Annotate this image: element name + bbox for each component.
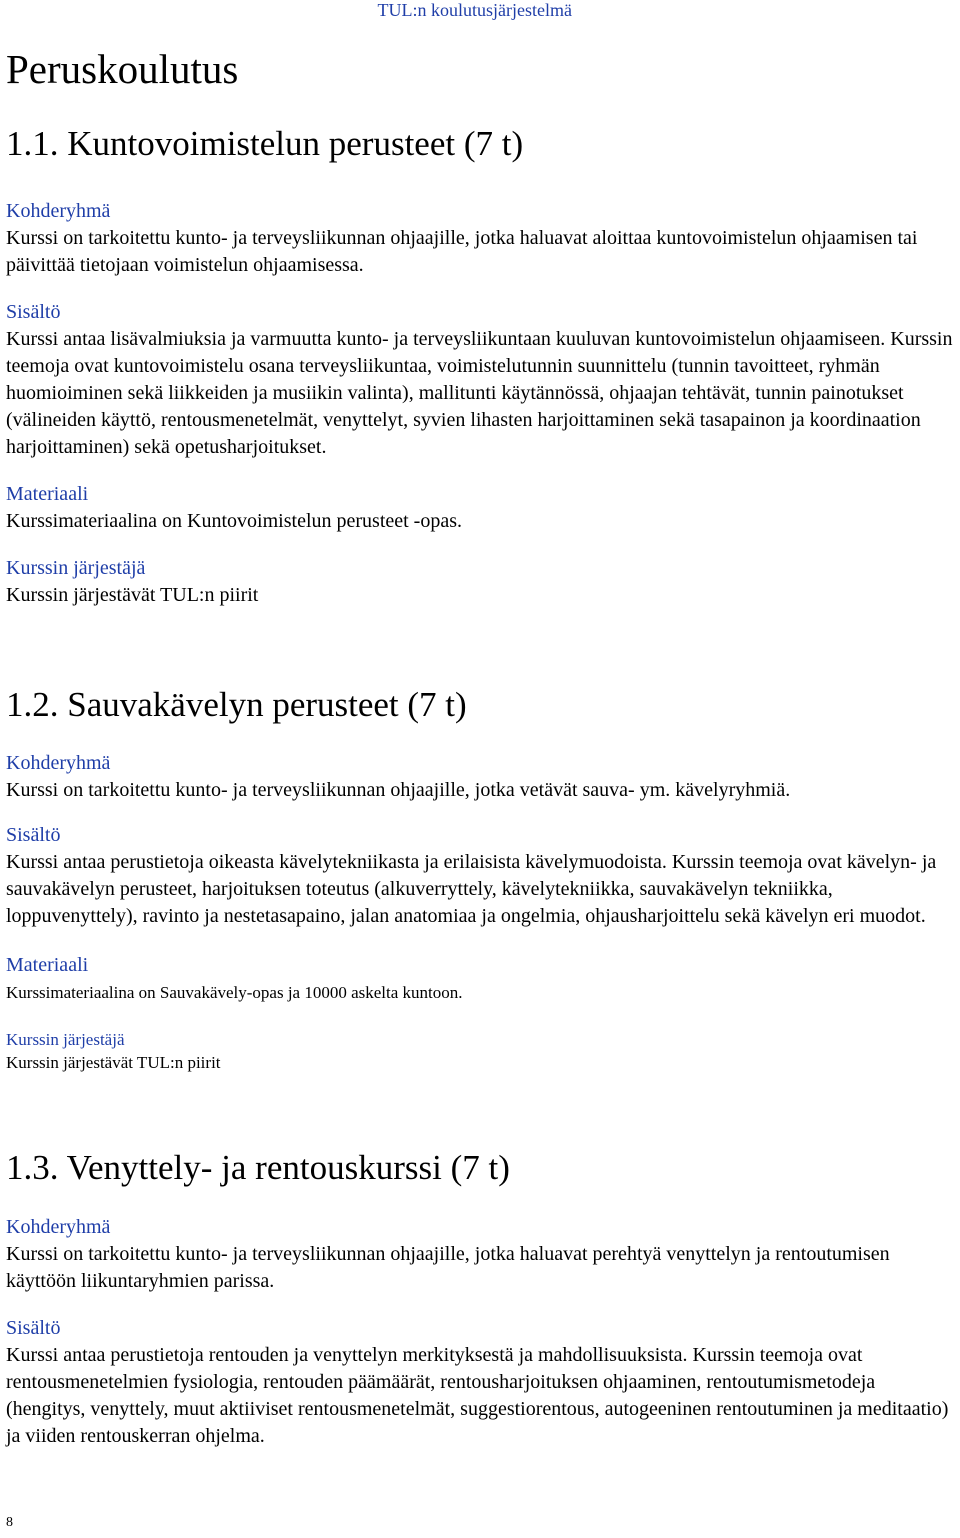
- document-title: Peruskoulutus: [6, 46, 239, 92]
- sisalto-label: Sisältö: [6, 301, 61, 323]
- sisalto-text: Kurssi antaa lisävalmiuksia ja varmuutta kunto- ja terveysliikuntaan kuuluvan kuntovoimistelun ohjaamiseen. Kurssin teemoja ovat kuntovoimistelu osana terveysliikuntaa, voimistelutunnin suunnittelu (tunnin tavoitteet, ryhmän huomioiminen sekä liikkeiden ja musiikin valinta), mallitunti käytännössä, ohjaajan tehtävät, tunnin painotukset (välineiden käyttö, rentousmenetelmät, venyttelyt, syvien lihasten harjoittaminen sekä tasapainon ja koordinaation harjoittaminen) sekä opetusharjoitukset.: [6, 328, 953, 458]
- kohderyhma-label: Kohderyhmä: [6, 200, 111, 222]
- materiaali-label: Materiaali: [6, 954, 89, 976]
- course-title: 1.2. Sauvakävelyn perusteet (7 t): [6, 685, 467, 724]
- course-title: 1.1. Kuntovoimistelun perusteet (7 t): [6, 124, 524, 163]
- materiaali-label: Materiaali: [6, 483, 89, 505]
- jarjestaja-text: Kurssin järjestävät TUL:n piirit: [6, 1053, 221, 1072]
- materiaali-text: Kurssimateriaalina on Sauvakävely-opas ja 10000 askelta kuntoon.: [6, 983, 463, 1002]
- kohderyhma-text: Kurssi on tarkoitettu kunto- ja terveysliikunnan ohjaajille, jotka haluavat perehtyä venyttelyn ja rentoutumisen käyttöön liikuntaryhmien parissa.: [6, 1243, 890, 1292]
- kohderyhma-label: Kohderyhmä: [6, 752, 111, 774]
- kohderyhma-label: Kohderyhmä: [6, 1216, 111, 1238]
- jarjestaja-text: Kurssin järjestävät TUL:n piirit: [6, 584, 259, 606]
- course-section-1-1: [6, 124, 956, 609]
- header-system-name: TUL:n koulutusjärjestelmä: [377, 0, 572, 20]
- sisalto-text: Kurssi antaa perustietoja rentouden ja venyttelyn merkityksestä ja mahdollisuuksista. Kurssin teemoja ovat rentousmenetelmien fysiologia, rentouden päämäärät, rentousharjoituksen ohjaaminen, rentoutumismetodeja (hengitys, venyttely, muut aktiiviset rentousmenetelmät, suggestiorentous, autogeeninen rentoutuminen ja meditaatio) ja viiden rentouskerran ohjelma.: [6, 1344, 949, 1447]
- sisalto-text: Kurssi antaa perustietoja oikeasta kävelytekniikasta ja erilaisista kävelymuodoista. Kurssin teemoja ovat kävelyn- ja sauvakävelyn perusteet, harjoituksen toteutus (alkuverryttely, kävelytekniikka, sauvakävelyn tekniikka, loppuvenyttely), ravinto ja nestetasapaino, jalan anatomiaa ja ongelmia, ohjausharjoittelu sekä kävelyn eri muodot.: [6, 851, 937, 927]
- kohderyhma-text: Kurssi on tarkoitettu kunto- ja terveysliikunnan ohjaajille, jotka vetävät sauva- ym. kävelyryhmiä.: [6, 779, 791, 801]
- page-number: 8: [6, 1515, 13, 1530]
- materiaali-text: Kurssimateriaalina on Kuntovoimistelun perusteet -opas.: [6, 510, 463, 532]
- jarjestaja-label: Kurssin järjestäjä: [6, 1030, 125, 1049]
- course-title: 1.3. Venyttely- ja rentouskurssi (7 t): [6, 1148, 510, 1187]
- sisalto-label: Sisältö: [6, 824, 61, 846]
- course-section-1-3: [6, 1148, 956, 1450]
- kohderyhma-text: Kurssi on tarkoitettu kunto- ja terveysliikunnan ohjaajille, jotka haluavat aloittaa kuntovoimistelun ohjaamisen tai päivittää tietojaan voimistelun ohjaamisessa.: [6, 227, 918, 276]
- jarjestaja-label: Kurssin järjestäjä: [6, 557, 146, 579]
- course-section-1-2: [6, 685, 956, 1074]
- sisalto-label: Sisältö: [6, 1317, 61, 1339]
